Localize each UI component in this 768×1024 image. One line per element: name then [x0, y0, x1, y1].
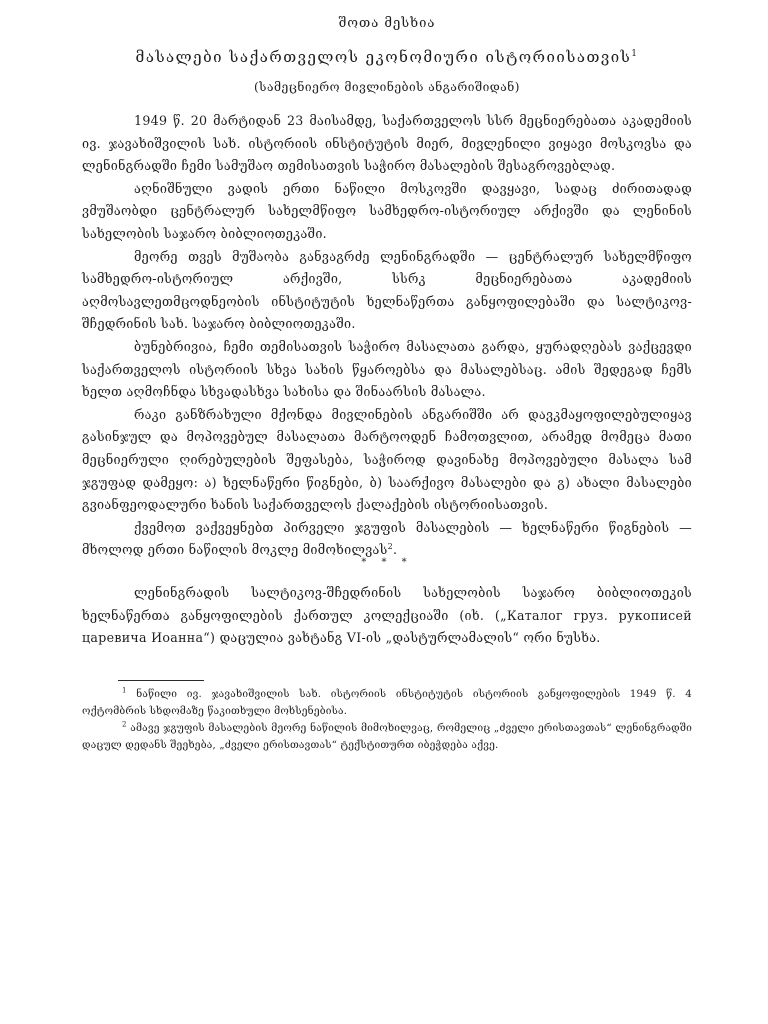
title-footnote-mark: 1: [631, 49, 639, 59]
article-subtitle: (სამეცნიერო მივლინების ანგარიშიდან): [254, 80, 520, 94]
paragraph-text: ქვემოთ ვაქვეყნებთ პირველი ჯგუფის მასალების — ხელნაწერი წიგნების — მხოლოდ ერთი ნაწილის მოკლე მიმოხილვას: [82, 519, 692, 558]
footnotes: [82, 686, 692, 754]
paragraph-moscow: [82, 178, 692, 246]
paragraph-leningrad: [82, 246, 692, 336]
paragraph-first-group: ქვემოთ ვაქვეყნებთ პირველი ჯგუფის მასალების — ხელნაწერი წიგნების — მხოლოდ ერთი ნაწილის მოკლე მიმოხილვას$^2$.: [82, 519, 692, 558]
paragraph-trip-dates: [82, 110, 692, 178]
manuscript-section: [82, 582, 692, 650]
article-title: [82, 48, 692, 66]
article-body: [82, 110, 692, 562]
paragraph-other-sources: [82, 336, 692, 404]
footnote-2: [82, 720, 692, 754]
paragraph-text: რაკი განზრახული მქონდა მივლინების ანგარიშში არ დავკმაყოფილებულიყავ გასინჯულ და მოპოვებულ მასალათა მარტოოდენ ჩამოთვლით, არამედ მომეცა მათი მეცნიერული ღირებულების შეფასება, საჭიროდ დავინახე მოპოვებული მასალა სამ ჯგუფად დამეყო: ა) ხელნაწერი წიგნები, ბ) საარქივო მასალები და გ) ახალი მასალები გვიანფეოდალური ხანის საქართველოს ქალაქების ისტორიისათვის.: [82, 406, 692, 513]
paragraph-three-groups: [82, 404, 692, 517]
footnote-text: ამავე ჯგუფის მასალების მეორე ნაწილის მიმოხილვაც, რომელიც „ძველი ერისთავთას“ ლენინგრადში დაცულ დედანს შეეხება, „ძველი ერისთავთას“ ტექსტითურთ იბეჭდება აქვე.: [82, 723, 692, 751]
footnote-text: ნაწილი ივ. ჯავახიშვილის სახ. ისტორიის ინსტიტუტის ისტორიის განყოფილების 1949 წ. 4 ოქტომბრის სხდომაზე წაკითხული მოხსენებისა.: [82, 689, 692, 717]
footnote-1: [82, 686, 692, 720]
author-name: შოთა მესხია: [338, 16, 436, 31]
paragraph-manuscripts: ლენინგრადის სალტიკოვ-შჩედრინის სახელობის საჯარო ბიბლიოთეკის ხელნაწერთა განყოფილების ქართულ კოლექციაში (იხ. („Каталог груз. рукописей царевича Иоанна“) დაცულია ვახტანგ VI-ის „დასტურლამალის“ ორი ნუსხა.: [82, 585, 692, 646]
footnote-divider: [118, 680, 204, 681]
footnote-reference-2: 2: [387, 542, 393, 552]
document-page: [82, 0, 692, 1024]
paragraph-text: აღნიშნული ვადის ერთი ნაწილი მოსკოვში დავყავი, სადაც ძირითადად ვმუშაობდი ცენტრალურ სახელმწიფო სამხედრო-ისტორიულ არქივში და ლენინის სახელობის საჯარო ბიბლიოთეკაში.: [82, 180, 692, 241]
footnote-mark: 1: [122, 686, 127, 695]
paragraph-text: 1949 წ. 20 მარტიდან 23 მაისამდე, საქართველოს სსრ მეცნიერებათა აკადემიის ივ. ჯავახიშვილის სახ. ისტორიის ინსტიტუტის მიერ, მივლენილი ვიყავი მოსკოვსა და ლენინგრადში ჩემი სამუშაო თემისათვის საჭირო მასალების შესაგროვებლად.: [82, 113, 692, 174]
paragraph-text: მეორე თვეს მუშაობა განვაგრძე ლენინგრადში — ცენტრალურ სახელმწიფო სამხედრო-ისტორიულ არქივში, სსრკ მეცნიერებათა აკადემიის აღმოსავლეთმცოდნეობის ინსტიტუტის ხელნაწერთა განყოფილებაში და სალტიკოვ-შჩედრინის სახ. საჯარო ბიბლიოთეკაში.: [82, 248, 692, 332]
paragraph-text: ბუნებრივია, ჩემი თემისათვის საჭირო მასალათა გარდა, ყურადღებას ვაქცევდი საქართველოს ისტორიის სხვა სახის წყაროებსა და მასალებსაც. ამის შედეგად ჩემს ხელთ აღმოჩნდა სხვადასხვა სახისა და შინაარსის მასალა.: [82, 338, 692, 400]
section-separator: * * *: [361, 557, 413, 568]
footnote-mark: 2: [122, 720, 127, 729]
article-title-text: მასალები საქართველოს ეკონომიური ისტორიისათვის: [135, 48, 632, 66]
